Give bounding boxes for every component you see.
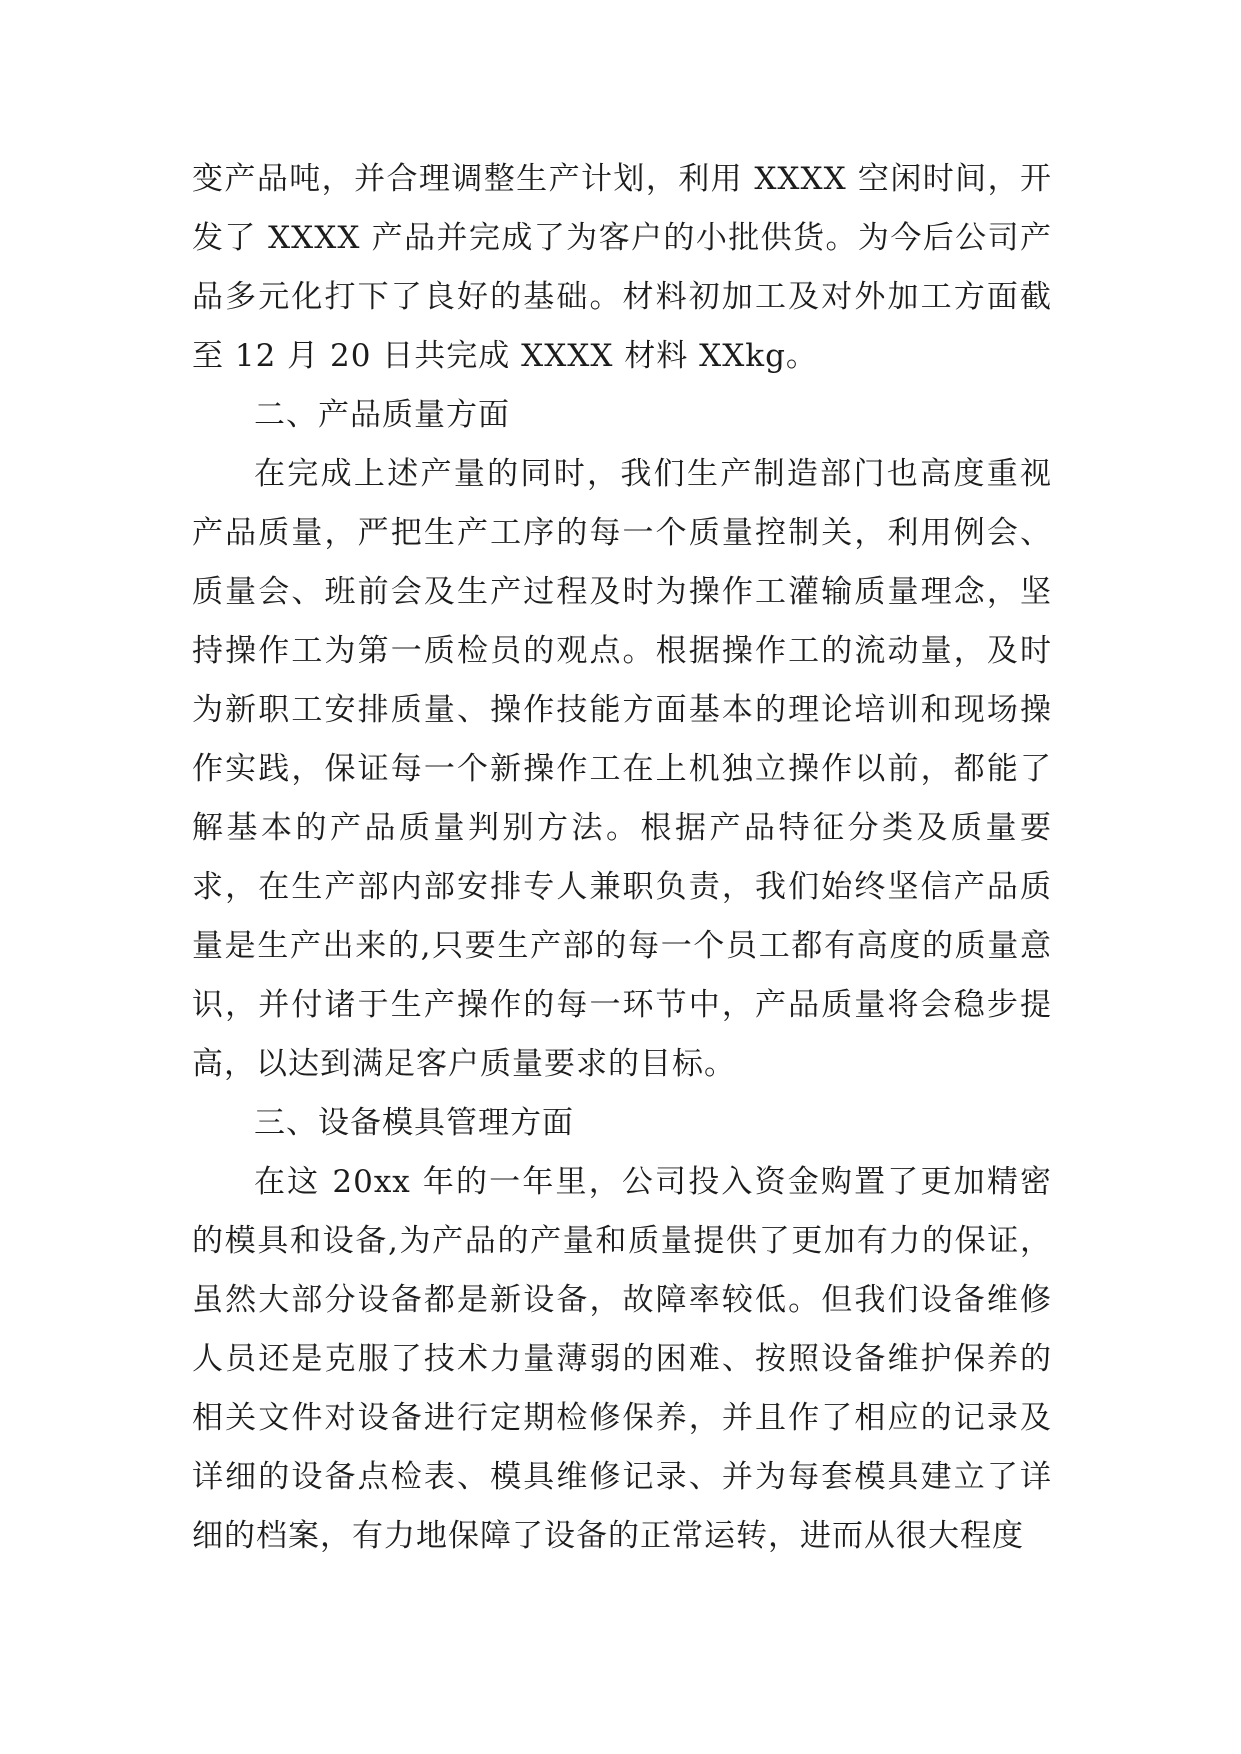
paragraph-product-quality: 在完成上述产量的同时，我们生产制造部门也高度重视产品质量，严把生产工序的每一个质量控制关，利用例会、质量会、班前会及生产过程及时为操作工灌输质量理念，坚持操作工为第一质检员的观点。根据操作工的流动量，及时为新职工安排质量、操作技能方面基本的理论培训和现场操作实践，保证每一个新操作工在上机独立操作以前，都能了解基本的产品质量判别方法。根据产品特征分类及质量要求，在生产部内部安排专人兼职负责，我们始终坚信产品质量是生产出来的,只要生产部的每一个员工都有高度的质量意识，并付诸于生产操作的每一环节中，产品质量将会稳步提高，以达到满足客户质量要求的目标。 bbox=[192, 456, 1052, 1082]
section-heading-equipment-molds: 三、设备模具管理方面 bbox=[254, 1105, 574, 1141]
document-body bbox=[192, 150, 1052, 1566]
section-heading-product-quality: 二、产品质量方面 bbox=[254, 397, 510, 433]
paragraph-production-continuation: 变产品吨，并合理调整生产计划，利用 XXXX 空闲时间，开发了 XXXX 产品并完成了为客户的小批供货。为今后公司产品多元化打下了良好的基础。材料初加工及对外加工方面截至 12 月 20 日共完成 XXXX 材料 XXkg。 bbox=[192, 161, 1052, 374]
paragraph-equipment-molds: 在这 20xx 年的一年里，公司投入资金购置了更加精密的模具和设备,为产品的产量和质量提供了更加有力的保证，虽然大部分设备都是新设备，故障率较低。但我们设备维修人员还是克服了技术力量薄弱的困难、按照设备维护保养的相关文件对设备进行定期检修保养，并且作了相应的记录及详细的设备点检表、模具维修记录、并为每套模具建立了详细的档案，有力地保障了设备的正常运转，进而从很大程度 bbox=[192, 1164, 1052, 1554]
